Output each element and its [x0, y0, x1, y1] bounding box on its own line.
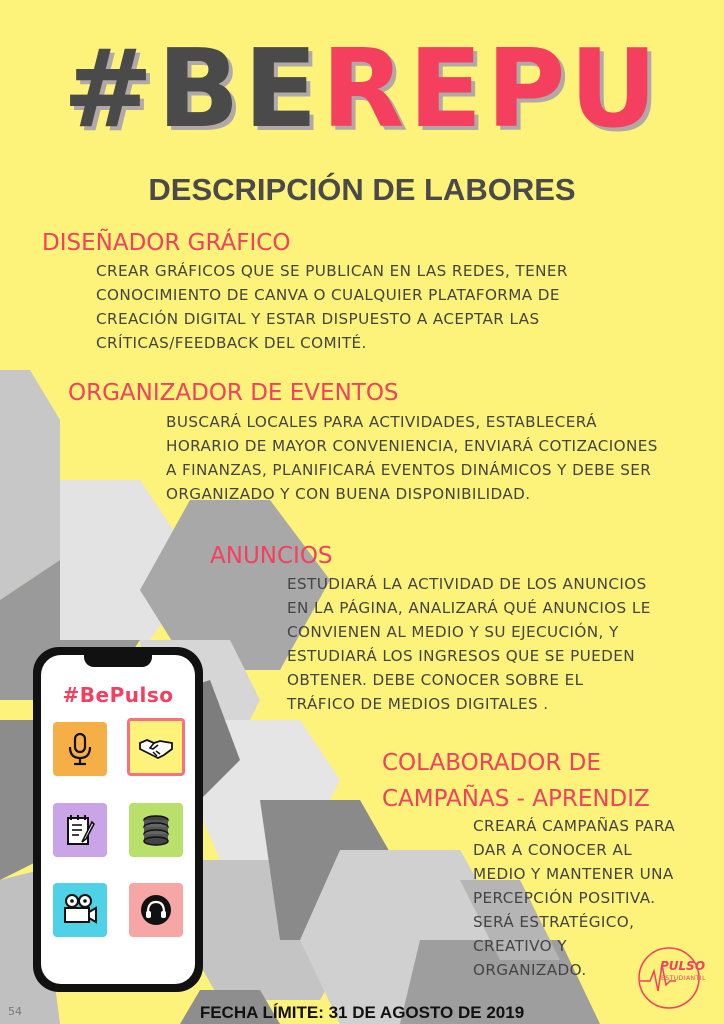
- description-line: ESTUDIARÁ LOS INGRESOS QUE SE PUEDEN: [287, 647, 635, 665]
- role-description-anuncios: [287, 572, 707, 716]
- app-tile-film-camera: [53, 883, 107, 937]
- notepad-icon: [62, 812, 98, 848]
- app-tile-microphone: [53, 722, 107, 776]
- description-line: DAR A CONOCER AL: [473, 841, 633, 859]
- description-line: MEDIO Y MANTENER UNA: [473, 865, 674, 883]
- logo-tagline: ESTUDIANTIL: [661, 975, 706, 982]
- app-tile-notepad: [53, 803, 107, 857]
- role-title-disenador: DISEÑADOR GRÁFICO: [42, 230, 291, 256]
- phone-screen: [41, 655, 195, 984]
- description-line: A FINANZAS, PLANIFICARÁ EVENTOS DINÁMICOS Y DEBE SER: [166, 461, 652, 479]
- description-line: TRÁFICO DE MEDIOS DIGITALES .: [287, 695, 549, 713]
- hashtag-part-repu: REPU: [321, 27, 662, 152]
- description-line: CREATIVO Y: [473, 937, 567, 955]
- description-line: CONOCIMIENTO DE CANVA O CUALQUIER PLATAFORMA DE: [96, 286, 560, 304]
- hashtag-part-be: #BE: [62, 27, 322, 152]
- role-title-line: CAMPAÑAS - APRENDIZ: [382, 786, 650, 812]
- description-line: PERCEPCIÓN POSITIVA.: [473, 889, 656, 907]
- description-line: CRÍTICAS/FEEDBACK DEL COMITÉ.: [96, 334, 367, 352]
- microphone-icon: [62, 731, 98, 767]
- coins-icon: [138, 812, 174, 848]
- description-line: ORGANIZADO Y CON BUENA DISPONIBILIDAD.: [166, 485, 531, 503]
- app-tile-coins: [129, 803, 183, 857]
- description-line: CREARÁ CAMPAÑAS PARA: [473, 817, 676, 835]
- phone-notch: [84, 655, 152, 667]
- role-title-colaborador: [382, 745, 650, 817]
- description-line: CREACIÓN DIGITAL Y ESTAR DISPUESTO A ACEPTAR LAS: [96, 310, 540, 328]
- description-line: SERÁ ESTRATÉGICO,: [473, 913, 635, 931]
- description-line: HORARIO DE MAYOR CONVENIENCIA, ENVIARÁ COTIZACIONES: [166, 437, 658, 455]
- role-description-organizador: [166, 410, 724, 506]
- page-subtitle: DESCRIPCIÓN DE LABORES: [148, 172, 576, 207]
- handshake-icon: [138, 729, 174, 765]
- description-line: BUSCARÁ LOCALES PARA ACTIVIDADES, ESTABLECERÁ: [166, 413, 597, 431]
- hashtag-headline: [0, 27, 724, 152]
- description-line: EN LA PÁGINA, ANALIZARÁ QUÉ ANUNCIOS LE: [287, 599, 651, 617]
- app-tile-headset: [129, 883, 183, 937]
- app-tile-handshake: [127, 718, 185, 776]
- role-title-organizador: ORGANIZADOR DE EVENTOS: [68, 380, 399, 406]
- deadline-footer: FECHA LÍMITE: 31 DE AGOSTO DE 2019: [199, 1003, 525, 1022]
- logo-name: PULSO: [660, 959, 706, 973]
- phone-app-title: #BePulso: [62, 683, 174, 707]
- description-line: OBTENER. DEBE CONOCER SOBRE EL: [287, 671, 584, 689]
- description-line: CONVIENEN AL MEDIO Y SU EJECUCIÓN, Y: [287, 623, 619, 641]
- page-number: 54: [8, 1005, 22, 1018]
- description-line: ESTUDIARÁ LA ACTIVIDAD DE LOS ANUNCIOS: [287, 575, 647, 593]
- role-title-anuncios: ANUNCIOS: [210, 543, 333, 569]
- role-title-line: COLABORADOR DE: [382, 750, 601, 776]
- description-line: CREAR GRÁFICOS QUE SE PUBLICAN EN LAS REDES, TENER: [96, 262, 568, 280]
- description-line: ORGANIZADO.: [473, 961, 587, 979]
- headset-icon: [138, 892, 174, 928]
- phone-illustration: [33, 647, 203, 992]
- film-camera-icon: [62, 892, 98, 928]
- role-description-disenador: [96, 259, 656, 355]
